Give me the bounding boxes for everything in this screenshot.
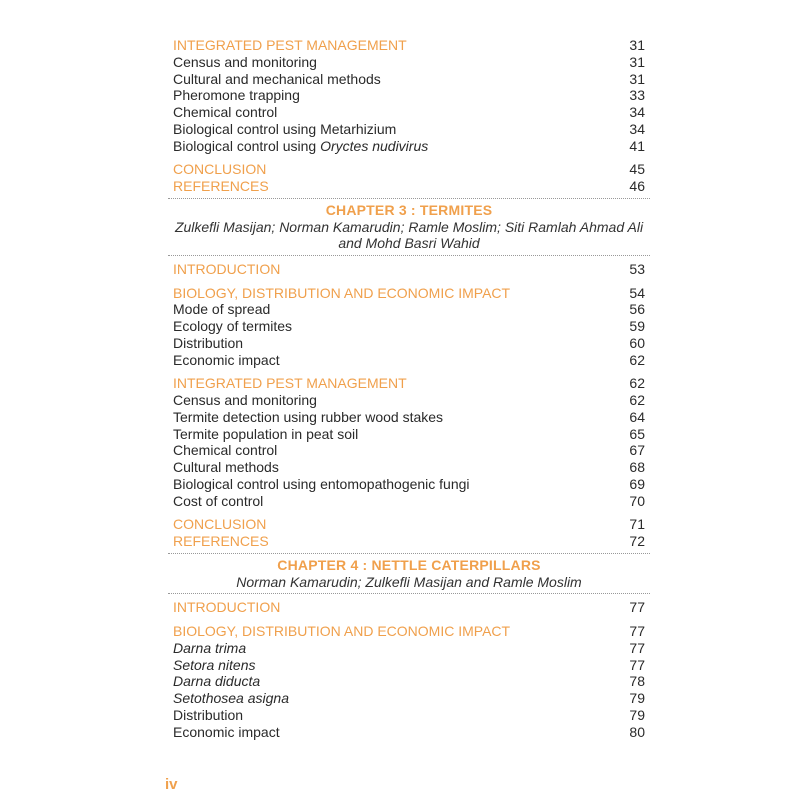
toc-entry[interactable] <box>168 138 650 155</box>
entry-page-number: 46 <box>629 178 645 194</box>
entry-title-text: Termite population in peat soil <box>173 425 359 442</box>
entry-title <box>173 599 280 616</box>
entry-page-number: 45 <box>629 161 645 178</box>
entry-title <box>173 261 280 278</box>
chapter-header <box>168 198 650 256</box>
chapter-title[interactable]: CHAPTER 3 : TERMITES <box>325 201 493 218</box>
entry-page-number: 41 <box>629 137 645 154</box>
toc-entry[interactable] <box>168 724 650 741</box>
entry-page-number: 62 <box>629 392 645 408</box>
entry-page-number: 33 <box>629 87 645 104</box>
entry-page-number: 68 <box>629 459 645 475</box>
toc-entry[interactable] <box>168 442 650 459</box>
entry-title <box>173 335 243 352</box>
entry-page-number: 77 <box>629 656 645 673</box>
toc-section-heading[interactable] <box>168 599 650 616</box>
entry-title <box>173 37 407 54</box>
entry-title-text: Economic impact <box>173 351 280 368</box>
toc-entry[interactable] <box>168 640 650 657</box>
entry-title <box>173 459 279 476</box>
entry-title <box>173 301 270 318</box>
entry-title <box>173 623 510 640</box>
entry-page-number: 77 <box>629 623 645 639</box>
entry-title-italic: Oryctes nudivirus <box>320 137 429 154</box>
toc-entry[interactable] <box>168 673 650 690</box>
entry-title-text: INTEGRATED PEST MANAGEMENT <box>173 37 407 53</box>
toc-entry[interactable] <box>168 121 650 138</box>
toc-entry[interactable] <box>168 657 650 674</box>
toc-entry[interactable] <box>168 335 650 352</box>
entry-page-number: 34 <box>629 120 645 137</box>
toc-entry[interactable] <box>168 318 650 335</box>
entry-title-text: BIOLOGY, DISTRIBUTION AND ECONOMIC IMPACT <box>173 284 511 301</box>
entry-title-text: Chemical control <box>173 442 278 459</box>
entry-page-number: 53 <box>629 260 645 277</box>
entry-title <box>173 318 292 335</box>
entry-title <box>173 138 428 155</box>
entry-title-text: Biological control using entomopathogenic fungi <box>173 475 470 492</box>
entry-title-italic: Darna trima <box>173 639 247 656</box>
entry-page-number: 62 <box>629 351 645 368</box>
entry-title <box>173 533 269 550</box>
entry-title-text: INTRODUCTION <box>173 599 281 616</box>
entry-title <box>173 516 266 533</box>
toc-group <box>168 375 650 509</box>
entry-page-number: 54 <box>629 284 645 301</box>
entry-page-number: 71 <box>629 516 645 533</box>
toc-entry[interactable] <box>168 707 650 724</box>
entry-title <box>173 375 407 392</box>
entry-title <box>173 352 280 369</box>
entry-page-number: 69 <box>629 475 645 492</box>
entry-page-number: 59 <box>629 318 645 334</box>
toc-entry[interactable] <box>168 690 650 707</box>
entry-page-number: 65 <box>629 425 645 442</box>
toc-entry[interactable] <box>168 352 650 369</box>
entry-title-text: INTRODUCTION <box>173 260 281 277</box>
chapter-authors: Zulkefli Masijan; Norman Kamarudin; Ramle Moslim; Siti Ramlah Ahmad Ali <box>174 218 644 235</box>
entry-page-number: 79 <box>629 690 645 706</box>
toc-section-heading[interactable] <box>168 375 650 392</box>
entry-title-text: Economic impact <box>173 723 280 740</box>
toc-section-heading[interactable] <box>168 533 650 550</box>
entry-title <box>173 285 510 302</box>
entry-title-text: Biological control using <box>173 137 321 154</box>
toc-section-heading[interactable] <box>168 261 650 278</box>
entry-title-text: Biological control using Metarhizium <box>173 120 397 137</box>
entry-title <box>173 640 246 657</box>
entry-title <box>173 87 300 104</box>
toc-entry[interactable] <box>168 426 650 443</box>
toc-entry[interactable] <box>168 54 650 71</box>
entry-title-text: Census and monitoring <box>173 53 317 70</box>
toc-entry[interactable] <box>168 392 650 409</box>
entry-title <box>173 71 381 88</box>
entry-page-number: 67 <box>629 442 645 459</box>
chapter-title[interactable]: CHAPTER 4 : NETTLE CATERPILLARS <box>277 556 541 573</box>
entry-page-number: 77 <box>629 639 645 656</box>
toc-entry[interactable] <box>168 459 650 476</box>
entry-title-italic: Setora nitens <box>173 656 256 673</box>
table-of-contents <box>168 37 650 740</box>
toc-group <box>168 161 650 195</box>
entry-title <box>173 121 396 138</box>
entry-title <box>173 476 470 493</box>
entry-title-text: Termite detection using rubber wood stakes <box>173 408 444 425</box>
entry-title-text: Ecology of termites <box>173 318 293 334</box>
toc-entry[interactable] <box>168 71 650 88</box>
toc-entry[interactable] <box>168 87 650 104</box>
entry-title-text: BIOLOGY, DISTRIBUTION AND ECONOMIC IMPACT <box>173 623 511 639</box>
entry-page-number: 60 <box>629 334 645 351</box>
entry-title <box>173 161 266 178</box>
entry-title <box>173 657 256 674</box>
entry-page-number: 31 <box>629 53 645 70</box>
toc-section-heading[interactable] <box>168 161 650 178</box>
entry-page-number: 56 <box>629 301 645 318</box>
entry-page-number: 70 <box>629 492 645 509</box>
toc-section-heading[interactable] <box>168 178 650 195</box>
entry-page-number: 77 <box>629 599 645 616</box>
toc-group <box>168 516 650 550</box>
toc-group <box>168 599 650 616</box>
chapter-header <box>168 553 650 595</box>
entry-title-text: REFERENCES <box>173 533 269 549</box>
toc-section-heading[interactable] <box>168 516 650 533</box>
entry-title-text: Cultural and mechanical methods <box>173 70 381 87</box>
entry-title-text: CONCLUSION <box>173 161 267 178</box>
toc-group <box>168 261 650 278</box>
entry-title-text: CONCLUSION <box>173 516 267 533</box>
entry-title-text: Cost of control <box>173 492 264 509</box>
entry-title-italic: Setothosea asigna <box>173 690 289 706</box>
entry-page-number: 31 <box>629 70 645 87</box>
entry-title <box>173 104 277 121</box>
entry-title-text: INTEGRATED PEST MANAGEMENT <box>173 375 407 392</box>
page-number: iv <box>165 776 178 793</box>
entry-page-number: 34 <box>629 104 645 120</box>
entry-title-text: Census and monitoring <box>173 392 317 408</box>
entry-title-text: Cultural methods <box>173 459 279 475</box>
entry-page-number: 64 <box>629 408 645 425</box>
entry-page-number: 72 <box>629 533 645 549</box>
toc-group <box>168 623 650 740</box>
entry-title <box>173 54 317 71</box>
toc-group <box>168 37 650 154</box>
entry-title <box>173 392 317 409</box>
entry-page-number: 62 <box>629 375 645 392</box>
toc-entry[interactable] <box>168 104 650 121</box>
toc-entry[interactable] <box>168 493 650 510</box>
entry-title-text: Distribution <box>173 706 244 723</box>
entry-title <box>173 673 260 690</box>
entry-title <box>173 493 263 510</box>
entry-title <box>173 707 243 724</box>
entry-page-number: 31 <box>629 37 645 53</box>
entry-title-text: Pheromone trapping <box>173 87 300 104</box>
toc-group <box>168 285 650 369</box>
entry-title-text: Mode of spread <box>173 301 271 318</box>
entry-page-number: 78 <box>629 673 645 690</box>
entry-page-number: 79 <box>629 706 645 723</box>
toc-entry[interactable] <box>168 301 650 318</box>
entry-page-number: 80 <box>629 723 645 740</box>
entry-title <box>173 426 358 443</box>
entry-title-text: REFERENCES <box>173 178 269 194</box>
toc-section-heading[interactable] <box>168 623 650 640</box>
entry-title-italic: Darna diducta <box>173 673 261 690</box>
entry-title-text: Distribution <box>173 334 244 351</box>
entry-title <box>173 690 289 707</box>
toc-entry[interactable] <box>168 476 650 493</box>
entry-title <box>173 724 280 741</box>
chapter-authors: Norman Kamarudin; Zulkefli Masijan and Ramle Moslim <box>236 573 582 590</box>
toc-section-heading[interactable] <box>168 285 650 302</box>
chapter-authors: and Mohd Basri Wahid <box>338 235 480 252</box>
entry-title-text: Chemical control <box>173 104 278 120</box>
entry-title <box>173 178 269 195</box>
entry-title <box>173 442 277 459</box>
toc-section-heading[interactable] <box>168 37 650 54</box>
toc-entry[interactable] <box>168 409 650 426</box>
entry-title <box>173 409 443 426</box>
